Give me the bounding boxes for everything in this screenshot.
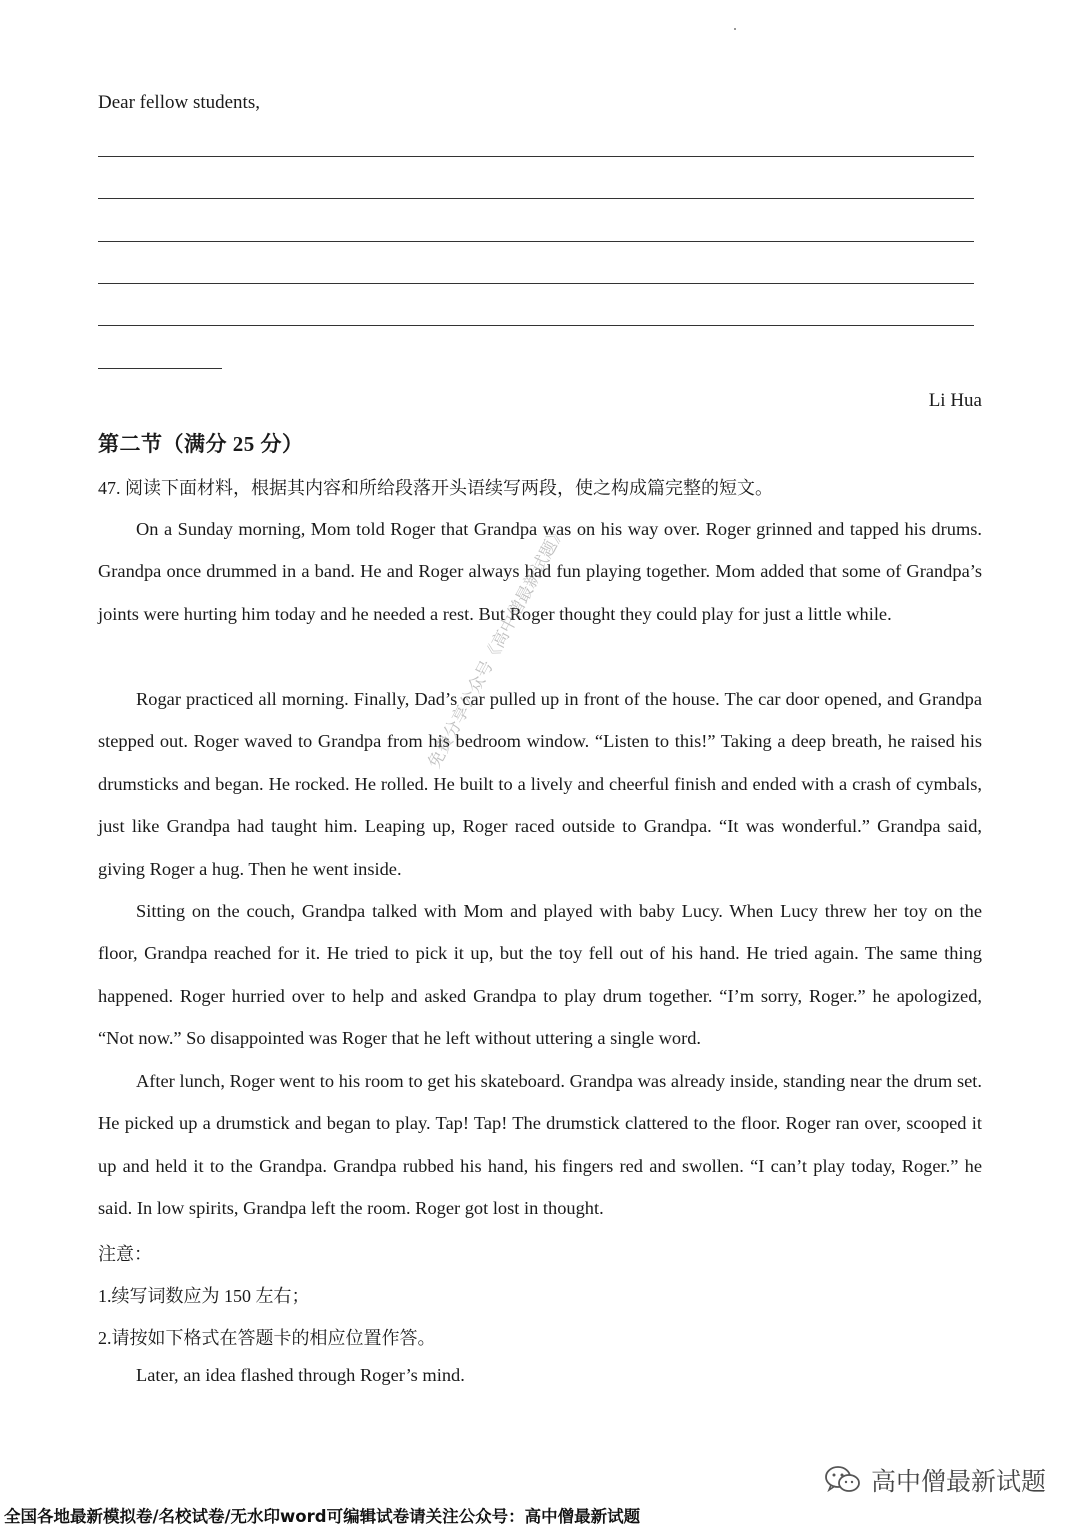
wechat-icon — [823, 1464, 863, 1496]
continuation-opening-line: Later, an idea flashed through Roger’s mind. — [136, 1365, 465, 1385]
brand-name: 高中僧最新试题 — [870, 1467, 1046, 1496]
writing-line-short — [98, 368, 222, 369]
scan-speck — [734, 28, 736, 30]
brand-mark — [823, 1462, 1046, 1498]
notes-heading: 注意： — [98, 1244, 152, 1264]
writing-line — [98, 283, 974, 284]
note-item: 2.请按如下格式在答题卡的相应位置作答。 — [98, 1328, 436, 1348]
question-instruction: 47. 阅读下面材料，根据其内容和所给段落开头语续写两段，使之构成篇完整的短文。 — [98, 478, 773, 498]
writing-line — [98, 325, 974, 326]
story-paragraph: After lunch, Roger went to his room to get his skateboard. Grandpa was already inside, standing near the drum set. He picked up a drumstick and began to play. Tap! Tap! The drumstick clattered to the floor. Roger ran over, scooped it up and held it to the Grandpa. Grandpa rubbed his hand, his fingers red and swollen. “I can’t play today, Roger.” he said. In low spirits, Grandpa left the room. Roger got lost in thought. — [98, 1071, 982, 1219]
section-title: 第二节（满分 25 分） — [98, 432, 304, 456]
watermark-text: 免费分享公众号《高中僧最新试题》 — [424, 522, 570, 772]
letter-greeting: Dear fellow students, — [98, 92, 260, 113]
writing-line — [98, 156, 974, 157]
story-paragraph: On a Sunday morning, Mom told Roger that Grandpa was on his way over. Roger grinned and tapped his drums. Grandpa once drummed in a band. He and Roger always had fun playing together. Mom added that some of Grandpa’s joints were hurting him today and he needed a rest. But Roger thought they could play for just a little while. — [98, 519, 982, 624]
note-item: 1.续写词数应为 150 左右； — [98, 1286, 310, 1306]
story-paragraph: Sitting on the couch, Grandpa talked with Mom and played with baby Lucy. When Lucy threw her toy on the floor, Grandpa reached for it. He tried to pick it up, but the toy fell out of his hand. He tried again. The same thing happened. Roger hurried over to help and asked Grandpa to play drum together. “I’m sorry, Roger.” he apologized, “Not now.” So disappointed was Roger that he left without uttering a single word. — [98, 901, 982, 1049]
writing-line — [98, 198, 974, 199]
letter-signature: Li Hua — [928, 390, 982, 411]
footer-notice: 全国各地最新模拟卷/名校试卷/无水印word可编辑试卷请关注公众号：高中僧最新试题 — [4, 1507, 641, 1526]
writing-line — [98, 241, 974, 242]
story-paragraph: Rogar practiced all morning. Finally, Dad’s car pulled up in front of the house. The car door opened, and Grandpa stepped out. Roger waved to Grandpa from his bedroom window. “Listen to this!” Taking a deep breath, he raised his drumsticks and began. He rocked. He rolled. He built to a lively and cheerful finish and ended with a crash of cymbals, just like Grandpa had taught him. Leaping up, Roger raced outside to Grandpa. “It was wonderful.” Grandpa said, giving Roger a hug. Then he went inside. — [98, 689, 982, 879]
